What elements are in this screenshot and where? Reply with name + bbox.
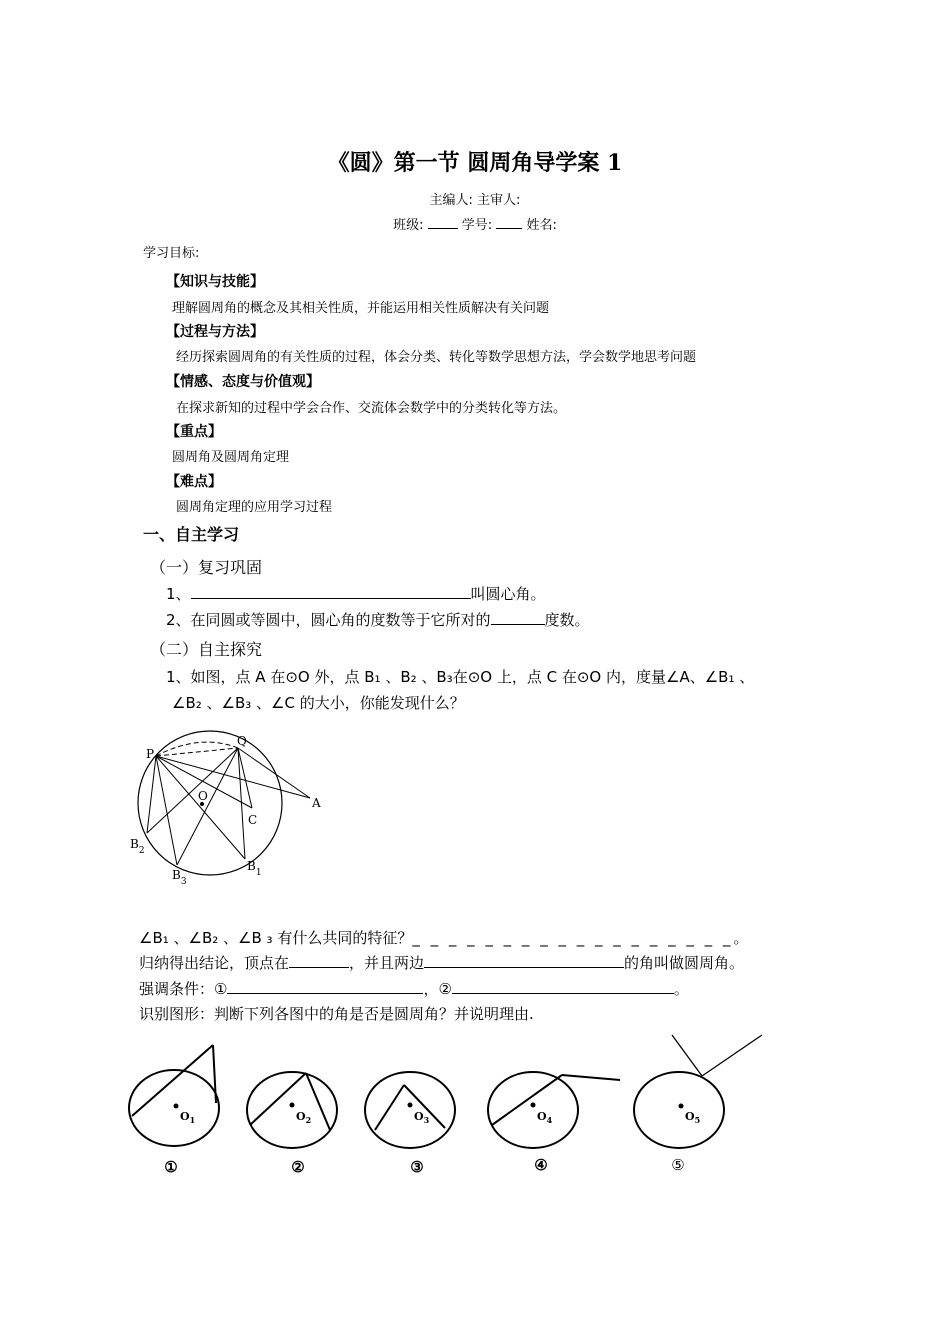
caption-2: ② [291,1158,305,1176]
question-3-line-2: ∠B₂ 、∠B₃ 、∠C 的大小，你能发现什么？ [172,694,465,712]
emphasis-blank-1[interactable] [227,979,423,994]
label-o: O [198,789,208,803]
line-qb3 [177,748,238,865]
number-blank[interactable] [496,214,522,229]
feature-answer-dashes[interactable]: _ _ _ _ _ _ _ _ _ _ _ _ _ _ _ _ _ _ [412,929,734,947]
center-o2-dot [290,1103,295,1108]
conclusion-part-b: ，并且两边 [349,954,425,972]
question-2-blank[interactable] [491,610,545,625]
question-1-prefix: 1、 [166,585,191,603]
objective-heading-attitude: 【情感、态度与价值观】 [166,374,320,390]
line-qa [238,748,310,798]
caption-1: ① [164,1158,178,1176]
editors-line: 主编人: 主审人: [429,193,521,208]
center-o1-dot [174,1104,179,1109]
emphasis-part-a: 强调条件：① [139,980,228,998]
label-b3-letter: B [172,868,181,882]
feature-suffix: 。 [733,929,749,947]
label-p: P [146,747,155,761]
line-pa [156,756,310,798]
label-o3 [414,1110,430,1125]
number-label: 学号: [461,218,493,233]
class-label: 班级: [393,218,424,233]
question-1 [166,583,546,604]
emphasis-line [139,978,689,999]
conclusion-line [139,952,744,973]
center-o3-dot [408,1103,413,1108]
feature-prefix: ∠B₁ 、∠B₂ 、∠B ₃ 有什么共同的特征？ [139,929,413,947]
common-feature-question [139,927,748,948]
figure-4-side-b [562,1075,620,1080]
circle-figures-row [120,1030,780,1180]
objective-text-knowledge: 理解圆周角的概念及其相关性质，并能运用相关性质解决有关问题 [172,301,550,316]
emphasis-blank-2[interactable] [452,979,674,994]
caption-5: ⑤ [671,1156,685,1174]
label-o5-letter: O [685,1110,695,1123]
label-b1 [247,859,262,878]
identify-instruction: 识别图形：判断下列各图中的角是否是圆周角？并说明理由. [139,1005,534,1023]
question-2 [166,609,590,630]
label-o3-sub: 3 [423,1115,430,1125]
circle-figure-2 [247,1072,337,1148]
circle-figure-3 [365,1072,455,1148]
label-o1-letter: O [180,1110,190,1123]
label-b2 [130,837,145,856]
label-o5 [685,1110,700,1125]
question-2-suffix: 度数。 [544,611,590,629]
caption-3: ③ [410,1158,424,1176]
student-info-line [0,214,950,233]
objective-text-key: 圆周角及圆周角定理 [172,450,290,465]
objective-heading-knowledge: 【知识与技能】 [166,274,264,290]
label-b1-letter: B [247,859,256,873]
figure-5-side-b [702,1035,762,1076]
label-o2-sub: 2 [305,1115,312,1125]
objectives-label: 学习目标: [143,246,200,261]
question-3-line-1: 1、如图，点 A 在⊙O 外，点 B₁ 、B₂ 、B₃在⊙O 上，点 C 在⊙O 内，度量∠A、∠B₁ 、 [166,668,755,686]
label-o2 [296,1110,311,1125]
inscribed-angle-figure [120,728,340,898]
circle-o [138,731,282,875]
class-blank[interactable] [428,214,458,229]
label-a: A [312,796,321,810]
label-b3-sub: 3 [180,877,187,887]
circle-figure-5 [634,1072,724,1148]
label-q: Q [237,734,247,748]
label-o1 [180,1110,195,1125]
line-pb1 [156,756,245,859]
label-o3-letter: O [414,1110,424,1123]
line-pb2 [147,756,156,833]
label-c: C [248,813,258,827]
conclusion-blank-2[interactable] [424,953,624,968]
label-o4-sub: 4 [546,1115,553,1125]
conclusion-part-c: 的角叫做圆周角。 [624,954,745,972]
question-1-blank[interactable] [191,584,471,599]
subsection-explore-title: （二）自主探究 [150,640,263,659]
center-o5-dot [679,1104,684,1109]
objective-heading-process: 【过程与方法】 [166,324,264,340]
label-b2-letter: B [130,837,139,851]
line-pb3 [156,756,177,865]
caption-4: ④ [534,1156,548,1174]
page-title: 《圆》第一节 圆周角导学案 1 [327,150,623,176]
subsection-review-title: （一）复习巩固 [150,558,263,577]
conclusion-part-a: 归纳得出结论，顶点在 [139,954,290,972]
figure-1-side-b [213,1045,216,1103]
objective-heading-difficulty: 【难点】 [166,474,222,490]
label-o2-letter: O [296,1110,306,1123]
objective-heading-key: 【重点】 [166,424,222,440]
label-o5-sub: 5 [694,1115,701,1125]
name-label: 姓名: [526,218,557,233]
label-o4 [537,1110,553,1125]
emphasis-part-c: 。 [673,980,689,998]
label-o1-sub: 1 [189,1115,196,1125]
objective-text-attitude: 在探求新知的过程中学会合作、交流体会数学中的分类转化等方法。 [176,401,567,416]
question-1-suffix: 叫圆心角。 [470,585,546,603]
objective-text-difficulty: 圆周角定理的应用学习过程 [176,500,333,515]
circle-figure-4 [488,1072,578,1148]
section-self-study-title: 一、自主学习 [143,525,240,544]
figure-5-side-a [672,1035,702,1076]
label-b1-sub: 1 [255,868,262,878]
label-o4-letter: O [537,1110,547,1123]
center-o4-dot [531,1103,536,1108]
label-b2-sub: 2 [138,846,145,856]
chord-pq-dashed [156,748,238,756]
figure-3-side-a [375,1085,404,1130]
question-2-prefix: 2、在同圆或等圆中，圆心角的度数等于它所对的 [166,611,491,629]
emphasis-part-b: ，② [423,980,452,998]
conclusion-blank-1[interactable] [289,953,349,968]
objective-text-process: 经历探索圆周角的有关性质的过程，体会分类、转化等数学思想方法，学会数学地思考问题 [176,350,697,365]
